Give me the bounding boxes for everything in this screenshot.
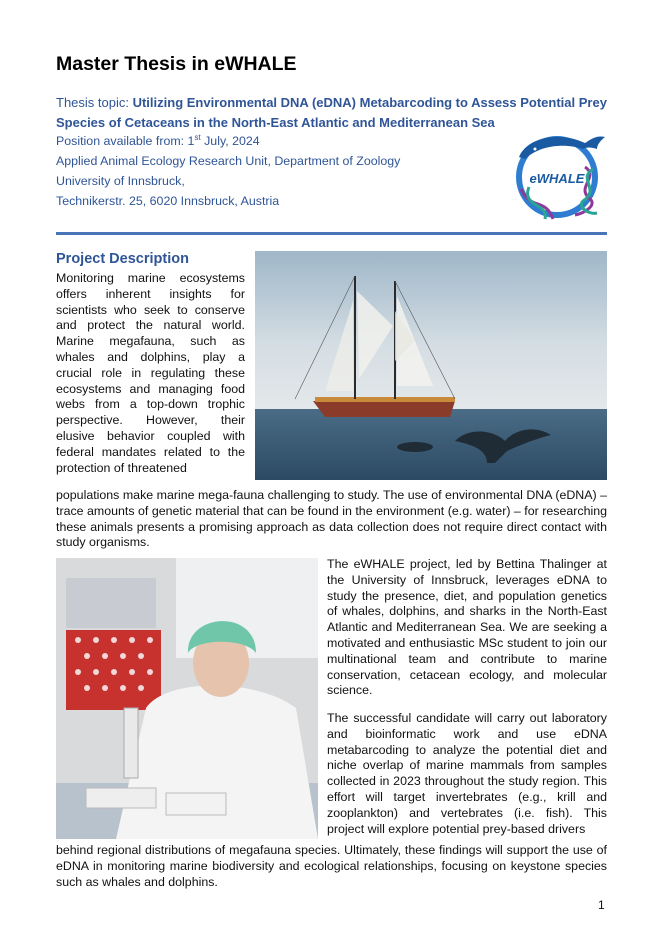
page-number: 1 <box>598 898 605 912</box>
lab-researcher-photo <box>56 558 318 839</box>
ship-whale-photo <box>255 251 607 480</box>
intro-paragraph-full: populations make marine mega-fauna challenging to study. The use of environmental DNA (eDNA) – trace amounts of genetic material that can be found in the environment (e.g. water) – for researching these animals presents a promising approach as data collection does not require direct contact with study organisms. <box>56 488 607 550</box>
position-suffix: July, 2024 <box>200 134 260 148</box>
position-prefix: Position available from: 1 <box>56 134 195 148</box>
project-paragraph: The eWHALE project, led by Bettina Thalinger at the University of Innsbruck, leverages eDNA to study the presence, diet, and population genetics of whales, dolphins, and sharks in the North-East Atlantic and Mediterranean Sea. We are seeking a motivated and enthusiastic MSc student to join our multinational team and contribute to marine conservation, cetacean ecology, and molecular science. <box>327 557 607 698</box>
address: Technikerstr. 25, 6020 Innsbruck, Austria <box>56 194 280 208</box>
topic-prefix: Thesis topic: <box>56 95 133 110</box>
position-date <box>56 133 260 149</box>
research-unit: Applied Animal Ecology Research Unit, Department of Zoology <box>56 154 401 168</box>
topic-title: Utilizing Environmental DNA (eDNA) Metabarcoding to Assess Potential Prey Species of Cetaceans in the North-East Atlantic and Mediterranean Sea <box>56 95 607 130</box>
candidate-paragraph-full: behind regional distributions of megafauna species. Ultimately, these findings will support the use of eDNA in monitoring marine biodiversity and ecological relationships, focusing on keystone species such as whales and dolphins. <box>56 843 607 889</box>
header-divider <box>56 232 607 235</box>
section-heading: Project Description <box>56 251 189 267</box>
university: University of Innsbruck, <box>56 174 185 188</box>
position-sup: st <box>194 132 201 142</box>
candidate-paragraph-wrap: The successful candidate will carry out laboratory and bioinformatic work and use eDNA metabarcoding to analyze the potential diet and niche overlap of marine mammals from samples collected in 2023 throughout the study region. This effort will target invertebrates (e.g., krill and zooplankton) and vertebrates (i.e. fish). This project will explore potential prey-based drivers <box>327 711 607 836</box>
ewhale-logo <box>505 127 609 221</box>
page-title: Master Thesis in eWHALE <box>56 53 297 75</box>
logo-text: eWHALE <box>529 171 585 186</box>
intro-paragraph-wrap: Monitoring marine ecosystems offers inherent insights for scientists who seek to conserve and protect the natural world. Marine megafauna, such as whales and dolphins, play a crucial role in regulating these ecosystems and managing food webs from a top-down trophic perspective. However, their elusive behavior coupled with federal mandates related to the protection of threatened <box>56 271 245 475</box>
